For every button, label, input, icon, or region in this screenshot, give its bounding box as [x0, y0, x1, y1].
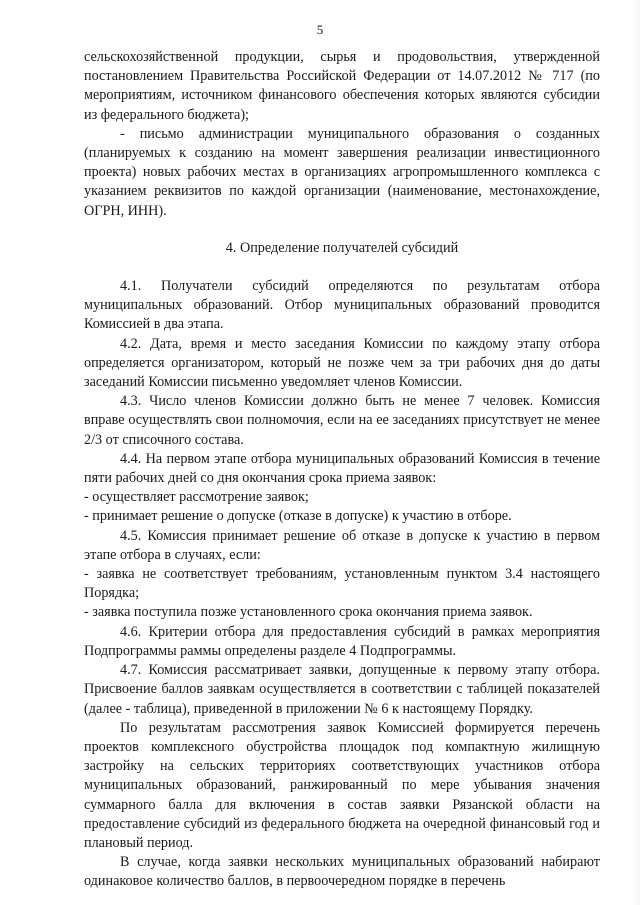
clause-4-6: 4.6. Критерии отбора для предоставления субсидий в рамках мероприятия Подпрограммы раммы определены разделе 4 Подпрограммы. — [84, 623, 600, 659]
clause-4-1: 4.1. Получатели субсидий определяются по результатам отбора муниципальных образований. Отбор муниципальных образований проводится Комиссией в два этапа. — [84, 278, 600, 333]
clause-4-7: 4.7. Комиссия рассматривает заявки, допущенные к первому этапу отбора. Присвоение баллов заявкам осуществляется в соответствии с таблицей показателей (далее - таблица), приведенной в приложении № 6 к настоящему Порядку. — [84, 662, 600, 717]
clause-4-2: 4.2. Дата, время и место заседания Комиссии по каждому этапу отбора определяется организатором, который не позже чем за три рабочих дня до даты заседаний Комиссии письменно уведомляет членов Комиссии. — [84, 335, 600, 391]
list-item-requirements: - заявка не соответствует требованиям, установленным пунктом 3.4 настоящего Порядка; — [84, 566, 600, 602]
clause-4-3: 4.3. Число членов Комиссии должно быть не менее 7 человек. Комиссия вправе осуществлять свои полномочия, если на ее заседаниях присутствует не менее 2/3 от списочного состава. — [84, 393, 600, 448]
clause-4-4: 4.4. На первом этапе отбора муниципальных образований Комиссия в течение пяти рабочих дней со дня окончания срока приема заявок: — [84, 450, 600, 487]
section-heading: 4. Определение получателей субсидий — [225, 239, 459, 256]
page-edge-shadow — [630, 0, 640, 905]
paragraph-equal-scores: В случае, когда заявки нескольких муниципальных образований набирают одинаковое количество баллов, в первоочередном порядке в перечень — [84, 854, 600, 890]
list-item-late: - заявка поступила позже установленного срока окончания приема заявок. — [84, 604, 533, 621]
page-number: 5 — [316, 22, 324, 37]
document-body — [84, 48, 600, 892]
paragraph-results: По результатам рассмотрения заявок Комиссией формируется перечень проектов комплексного обустройства площадок под компактную жилищную застройку на сельских территориях соответствующих участников отбора муниципальных образований, ранжированный по мере убывания значения суммарного балла для включения в состав заявки Рязанской области на предоставление субсидий из федерального бюджета на очередной финансовый год и плановый период. — [84, 719, 600, 851]
paragraph-continuation: сельскохозяйственной продукции, сырья и продовольствия, утвержденной постановлением Правительства Российской Федерации от 14.07.2012 № 717 (по мероприятиям, источником финансового обеспечения которых являются субсидии из федерального бюджета); — [84, 49, 600, 123]
list-item-decision: - принимает решение о допуске (отказе в допуске) к участию в отборе. — [84, 508, 512, 525]
list-item-review: - осуществляет рассмотрение заявок; — [84, 489, 309, 506]
paragraph-letter-item: - письмо администрации муниципального образования о созданных (планируемых к созданию на момент завершения реализации инвестиционного проекта) новых рабочих местах в организациях агропромышленного комплекса с указанием реквизитов по каждой организации (наименование, местонахождение, ОГРН, ИНН). — [84, 125, 600, 219]
clause-4-5: 4.5. Комиссия принимает решение об отказе в допуске к участию в первом этапе отбора в случаях, если: — [84, 527, 600, 563]
